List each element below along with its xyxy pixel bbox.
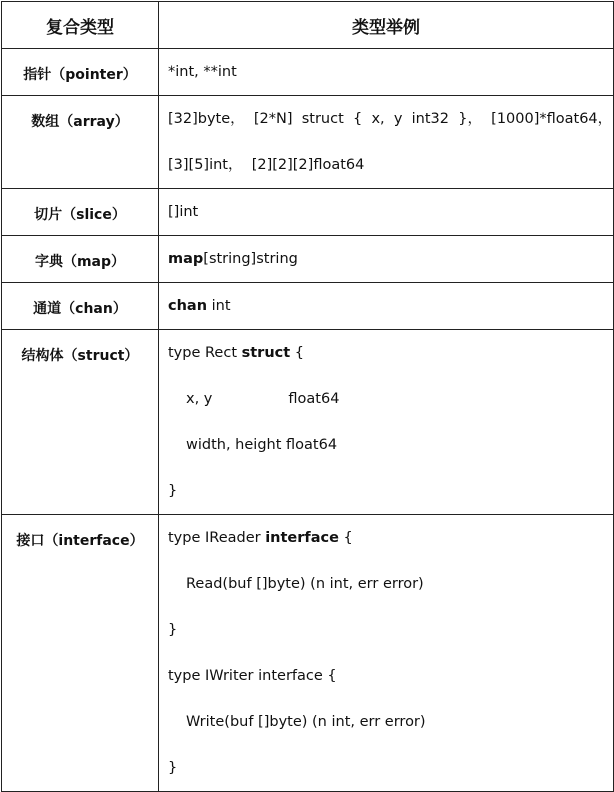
example-line: Read(buf []byte) (n int, err error)	[186, 576, 424, 592]
example-line: }	[168, 760, 178, 776]
example-line	[168, 515, 613, 561]
example-text: [string]string	[203, 251, 298, 267]
type-label-map: 字典（map）	[34, 254, 126, 270]
table-row	[2, 96, 614, 189]
keyword: struct	[241, 345, 291, 361]
table-row	[2, 189, 614, 236]
type-label-array: 数组（array）	[31, 114, 129, 130]
example-cell	[159, 283, 614, 330]
table-row	[2, 49, 614, 96]
type-cell	[2, 283, 159, 330]
type-cell	[2, 49, 159, 96]
type-cell	[2, 330, 159, 515]
example-line: *int, **int	[168, 64, 237, 80]
example-line: []int	[168, 204, 199, 220]
example-text: int	[207, 298, 231, 314]
header-type-examples: 类型举例	[159, 2, 614, 49]
example-line	[168, 236, 613, 282]
example-cell	[159, 515, 614, 792]
type-label-slice: 切片（slice）	[34, 207, 126, 223]
example-line: width, height float64	[186, 437, 338, 453]
type-label-pointer: 指针（pointer）	[23, 67, 137, 83]
example-cell	[159, 189, 614, 236]
header-row	[2, 2, 614, 49]
example-cell	[159, 49, 614, 96]
table-row	[2, 283, 614, 330]
type-cell	[2, 515, 159, 792]
type-cell	[2, 189, 159, 236]
type-label-interface: 接口（interface）	[16, 533, 144, 549]
table-row	[2, 236, 614, 283]
type-label-struct: 结构体（struct）	[21, 348, 139, 364]
example-text: type Rect	[168, 345, 242, 361]
example-line: [32]byte， [2*N] struct { x, y int32 }， [1000]*float64，	[168, 111, 613, 127]
example-text: x, y	[186, 391, 213, 407]
table-row	[2, 515, 614, 792]
type-label-chan: 通道（chan）	[33, 301, 127, 317]
example-text: type IReader	[168, 530, 266, 546]
example-text: {	[290, 345, 305, 361]
keyword: chan	[168, 298, 208, 314]
keyword: interface	[265, 530, 339, 546]
example-line: [3][5]int， [2][2][2]float64	[168, 157, 365, 173]
example-text: {	[338, 530, 353, 546]
example-line: type IWriter interface {	[168, 668, 337, 684]
example-cell	[159, 330, 614, 515]
header-composite-type: 复合类型	[2, 2, 159, 49]
example-text: float64	[288, 391, 340, 407]
type-cell	[2, 96, 159, 189]
table-row	[2, 330, 614, 515]
example-line	[168, 376, 613, 422]
example-line: }	[168, 483, 178, 499]
example-cell	[159, 96, 614, 189]
example-line: }	[168, 622, 178, 638]
type-cell	[2, 236, 159, 283]
example-line	[168, 330, 613, 376]
example-line	[168, 283, 613, 329]
example-line: Write(buf []byte) (n int, err error)	[186, 714, 426, 730]
example-cell	[159, 236, 614, 283]
keyword: map	[168, 251, 204, 267]
composite-types-table	[1, 1, 614, 792]
